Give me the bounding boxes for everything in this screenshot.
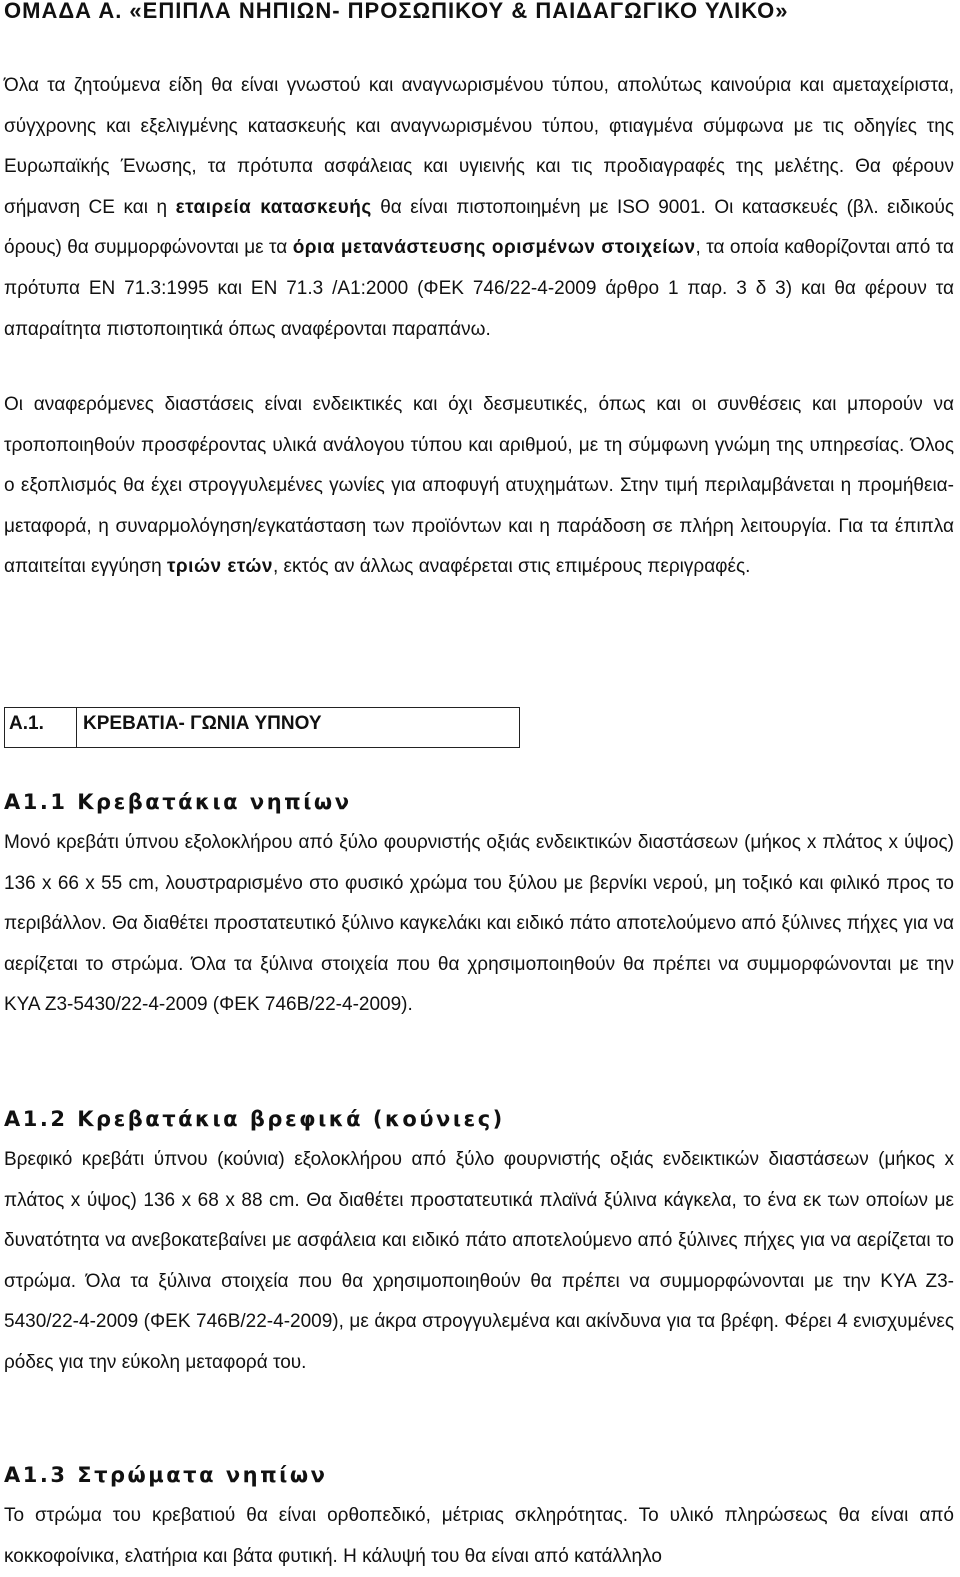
dimensions-paragraph: [4, 385, 954, 588]
intro-text-2: θα είναι πιστοποιημένη με ISO 9001. Οι κατασκευές (βλ. ειδικούς όρους) θα συμμορφώνονται με τα: [4, 196, 954, 259]
item-text-cribs: Βρεφικό κρεβάτι ύπνου (κούνια) εξολοκλήρου από ξύλο φουρνιστής οξιάς ενδεικτικών διαστάσεων (μήκος x πλάτος x ύψος) 136 x 68 x 88 cm. Θα διαθέτει προστατευτικά πλαϊνά ξύλινα κάγκελα, το ένα εκ των οποίων με δυνατότητα να ανεβοκατεβαίνει με ασφάλεια και ειδικό πάτο αποτελούμενο από ξύλινες πήχες για να αερίζεται το στρώμα. Όλα τα ξύλινα στοιχεία που θα χρησιμοποιηθούν θα πρέπει να συμμορφώνονται με την ΚΥΑ Ζ3-5430/22-4-2009 (ΦΕΚ 746Β/22-4-2009), με άκρα στρογγυλεμένα και ακίνδυνα για τα βρέφη. Φέρει 4 ενισχυμένες ρόδες για την εύκολη μεταφορά του.: [4, 1149, 954, 1373]
item-heading-beds-toddlers: Α1.1 Κρεβατάκια νηπίων: [4, 790, 352, 814]
dims-text-2: , εκτός αν άλλως αναφέρεται στις επιμέρους περιγραφές.: [272, 556, 751, 578]
intro-paragraph: [4, 66, 954, 350]
item-heading-mattresses: Α1.3 Στρώματα νηπίων: [4, 1463, 328, 1487]
item-text-beds-toddlers: Μονό κρεβάτι ύπνου εξολοκλήρου από ξύλο φουρνιστής οξιάς ενδεικτικών διαστάσεων (μήκος x πλάτος x ύψος) 136 x 66 x 55 cm, λουστραρισμένο στο φυσικό χρώμα του ξύλου με βερνίκι νερού, μη τοξικό και φιλικό προς το περιβάλλον. Θα διαθέτει προστατευτικό ξύλινο καγκελάκι και ειδικό πάτο αποτελούμενο από ξύλινες πήχες για να αερίζεται το στρώμα. Όλα τα ξύλινα στοιχεία που θα χρησιμοποιηθούν θα πρέπει να συμμορφώνονται με την ΚΥΑ Ζ3-5430/22-4-2009 (ΦΕΚ 746Β/22-4-2009).: [4, 832, 954, 1016]
item-text-mattresses: Το στρώμα του κρεβατιού θα είναι ορθοπεδικό, μέτριας σκληρότητας. Το υλικό πληρώσεως θα είναι από κοκκοφοίνικα, ελατήρια και βάτα φυτική. Η κάλυψή του θα είναι από κατάλληλο: [4, 1505, 954, 1567]
intro-bold-migration-limits: όρια μετανάστευσης ορισμένων στοιχείων: [292, 237, 696, 259]
intro-text-3: , τα οποία καθορίζονται από τα πρότυπα EN 71.3:1995 και EN 71.3 /A1:2000 (ΦΕΚ 746/22-4-2009 άρθρο 1 παρ. 3 δ 3) και θα φέρουν τα απαραίτητα πιστοποιητικά όπως αναφέρονται παραπάνω.: [4, 237, 954, 340]
intro-text-1: Όλα τα ζητούμενα είδη θα είναι γνωστού και αναγνωρισμένου τύπου, απολύτως καινούρια και αμεταχείριστα, σύγχρονης και εξελιγμένης κατασκευής και αναγνωρισμένου τύπου, φτιαγμένα σύμφωνα με τις οδηγίες της Ευρωπαϊκής Ένωσης, τα πρότυπα ασφάλειας και υγιεινής και τις προδιαγραφές της μελέτης. Θα φέρουν σήμανση CE και η: [4, 75, 954, 218]
intro-bold-manufacturer: εταιρεία κατασκευής: [175, 196, 372, 218]
section-name: ΚΡΕΒΑΤΙΑ- ΓΩΝΙΑ ΥΠΝΟΥ: [83, 713, 322, 734]
item-heading-cribs: Α1.2 Κρεβατάκια βρεφικά (κούνιες): [4, 1107, 505, 1131]
group-title: ΟΜΑΔΑ Α. «ΕΠΙΠΛΑ ΝΗΠΙΩΝ- ΠΡΟΣΩΠΙΚΟΥ & ΠΑΙΔΑΓΩΓΙΚΟ ΥΛΙΚΟ»: [4, 0, 789, 23]
dims-bold-warranty: τριών ετών: [166, 556, 273, 578]
section-number: A.1.: [5, 708, 77, 747]
dims-text-1: Οι αναφερόμενες διαστάσεις είναι ενδεικτικές και όχι δεσμευτικές, όπως και οι συνθέσεις και μπορούν να τροποποιηθούν προσφέροντας υλικά ανάλογου τύπου και αριθμού, με τη σύμφωνη γνώμη της υπηρεσίας. Όλος ο εξοπλισμός θα έχει στρογγυλεμένες γωνίες για αποφυγή ατυχημάτων. Στην τιμή περιλαμβάνεται η προμήθεια- μεταφορά, η συναρμολόγηση/εγκατάσταση των προϊόντων και η παράδοση σε πλήρη λειτουργία. Για τα έπιπλα απαιτείται εγγύηση: [4, 394, 954, 578]
section-header-table: [4, 707, 520, 748]
